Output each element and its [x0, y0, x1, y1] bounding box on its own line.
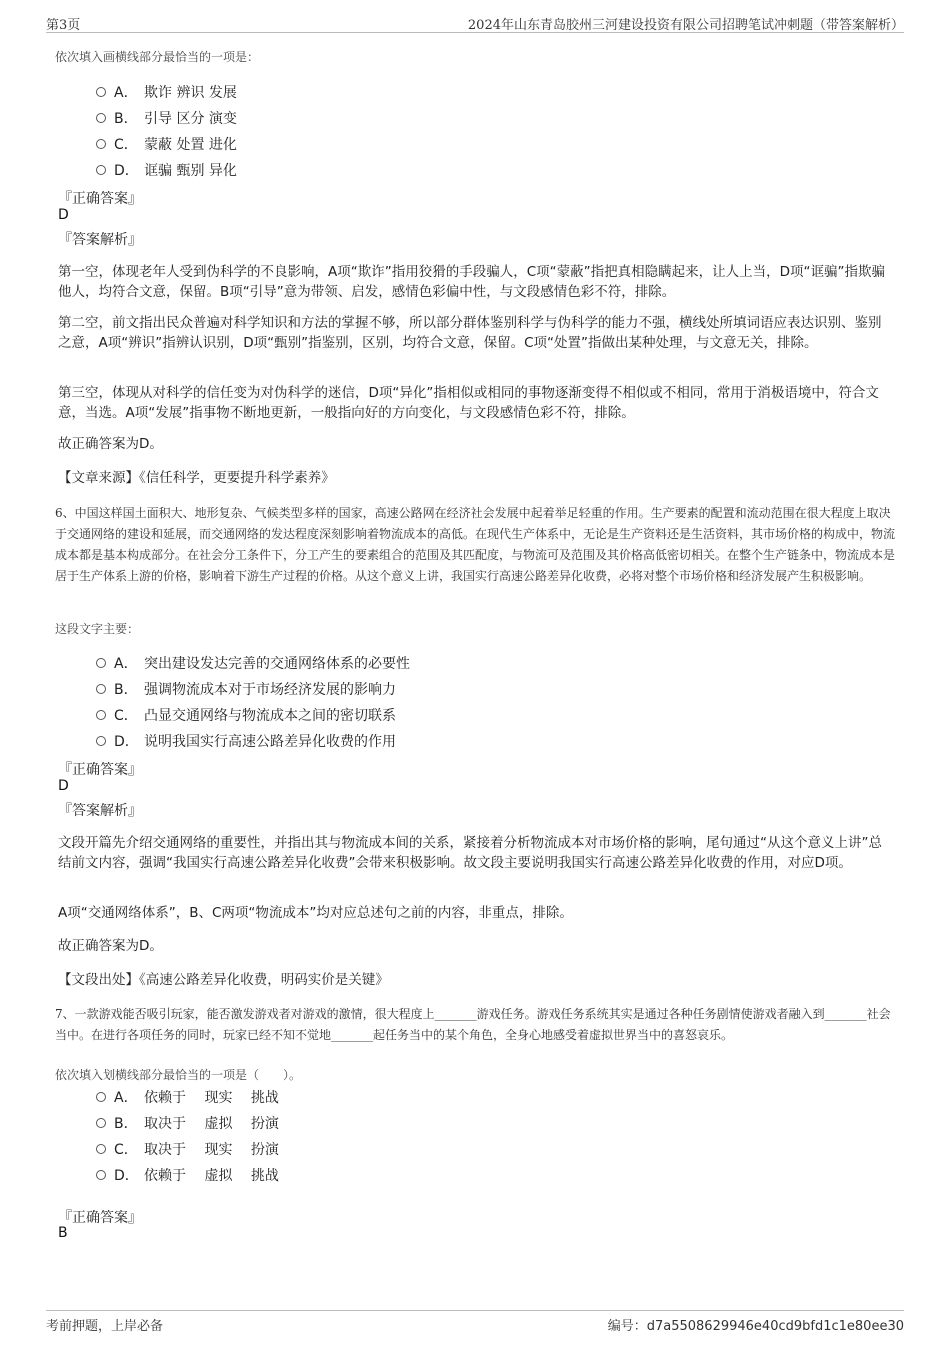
q5-option-c[interactable]: C． 蒙蔽 处置 进化 — [96, 134, 237, 154]
q7-option-b[interactable]: B． 取决于 虚拟 扮演 — [96, 1113, 279, 1133]
q5-option-d[interactable]: D． 诓骗 甄别 异化 — [96, 160, 237, 180]
page-header — [46, 12, 904, 33]
q6-answer-label: 『正确答案』 — [58, 762, 142, 778]
q6-prompt: 这段文字主要： — [55, 622, 140, 636]
q7-option-a[interactable]: A． 依赖于 现实 挑战 — [96, 1087, 279, 1107]
q5-prompt: 依次填入画横线部分最恰当的一项是： — [55, 50, 260, 64]
q6-text: 6、中国这样国土面积大、地形复杂、气候类型多样的国家，高速公路网在经济社会发展中起着举足轻重的作用。生产要素的配置和流动范围在很大程度上取决于交通网络的建设和延展，而交通网络的发达程度深刻影响着物流成本的高低。在现代生产体系中，无论是生产资料还是生活资料，其市场价格的构成中，物流成本都是基本构成部分。在社会分工条件下，分工产生的要素组合的范围及其匹配度，与物流可及范围及其价格高低密切相关。在整个生产链条中，物流成本是居于生产体系上游的价格，影响着下游生产过程的价格。从这个意义上讲，我国实行高速公路差异化收费，必将对整个市场价格和经济发展产生积极影响。 — [55, 506, 896, 583]
q7-text: 7、一款游戏能否吸引玩家，能否激发游戏者对游戏的激情，很大程度上_______游戏任务。游戏任务系统其实是通过各种任务剧情使游戏者融入到_______社会当中。在进行各项任务的同时，玩家已经不知不觉地_______起任务当中的某个角色，全身心地感受着虚拟世界当中的喜怒哀乐。 — [55, 1007, 891, 1042]
radio-icon[interactable] — [96, 684, 106, 694]
document-title: 2024年山东青岛胶州三河建设投资有限公司招聘笔试冲刺题（带答案解析） — [467, 18, 904, 33]
radio-icon[interactable] — [96, 1144, 106, 1154]
q7-answer-label: 『正确答案』 — [58, 1210, 142, 1226]
q5-answer-label: 『正确答案』 — [58, 191, 142, 207]
q6-source: 【文段出处】《高速公路差异化收费，明码实价是关键》 — [58, 972, 389, 988]
page-number: 第3页 — [46, 18, 81, 33]
radio-icon[interactable] — [96, 139, 106, 149]
radio-icon[interactable] — [96, 658, 106, 668]
q5-option-b[interactable]: B． 引导 区分 演变 — [96, 108, 237, 128]
radio-icon[interactable] — [96, 1092, 106, 1102]
q6-analysis-paragraph: 文段开篇先介绍交通网络的重要性，并指出其与物流成本间的关系，紧接着分析物流成本对市场价格的影响，尾句通过“从这个意义上讲”总结前文内容，强调“我国实行高速公路差异化收费”会带来积极影响。故文段主要说明我国实行高速公路差异化收费的作用，对应D项。 — [58, 835, 882, 871]
q5-source: 【文章来源】《信任科学，更要提升科学素养》 — [58, 470, 335, 486]
q5-analysis-paragraph: 第三空，体现从对科学的信任变为对伪科学的迷信，D项“异化”指相似或相同的事物逐渐变得不相似或不相同，常用于消极语境中，符合文意，当选。A项“发展”指事物不断地更新，一般指向好的方向变化，与文段感情色彩不符，排除。 — [58, 385, 879, 421]
q5-analysis-paragraph: 第一空，体现老年人受到伪科学的不良影响，A项“欺诈”指用狡猾的手段骗人，C项“蒙蔽”指把真相隐瞒起来，让人上当，D项“诓骗”指欺骗他人，均符合文意，保留。B项“引导”意为带领、启发，感情色彩偏中性，与文段感情色彩不符，排除。 — [58, 264, 886, 300]
q6-option-b[interactable]: B． 强调物流成本对于市场经济发展的影响力 — [96, 679, 396, 699]
q6-option-a[interactable]: A． 突出建设发达完善的交通网络体系的必要性 — [96, 653, 410, 673]
q7-prompt: 依次填入划横线部分最恰当的一项是（ ）。 — [55, 1068, 302, 1082]
radio-icon[interactable] — [96, 710, 106, 720]
q5-answer: D — [58, 207, 69, 223]
q6-analysis-label: 『答案解析』 — [58, 803, 142, 819]
q7-option-c[interactable]: C． 取决于 现实 扮演 — [96, 1139, 279, 1159]
q6-conclusion: 故正确答案为D。 — [58, 938, 163, 954]
q6-option-d[interactable]: D． 说明我国实行高速公路差异化收费的作用 — [96, 731, 396, 751]
q6-option-c[interactable]: C． 凸显交通网络与物流成本之间的密切联系 — [96, 705, 396, 725]
radio-icon[interactable] — [96, 736, 106, 746]
q6-answer: D — [58, 778, 69, 794]
radio-icon[interactable] — [96, 87, 106, 97]
radio-icon[interactable] — [96, 165, 106, 175]
radio-icon[interactable] — [96, 113, 106, 123]
q5-conclusion: 故正确答案为D。 — [58, 436, 163, 452]
document-id: 编号：d7a5508629946e40cd9bfd1c1e80ee30 — [607, 1319, 904, 1334]
footer-slogan: 考前押题，上岸必备 — [46, 1319, 164, 1334]
q6-analysis-paragraph: A项“交通网络体系”，B、C两项“物流成本”均对应总述句之前的内容，非重点，排除。 — [58, 905, 573, 921]
q5-option-a[interactable]: A． 欺诈 辨识 发展 — [96, 82, 237, 102]
q5-analysis-paragraph: 第二空，前文指出民众普遍对科学知识和方法的掌握不够，所以部分群体鉴别科学与伪科学的能力不强，横线处所填词语应表达识别、鉴别之意，A项“辨识”指辨认识别，D项“甄别”指鉴别，区别，均符合文意，保留。C项“处置”指做出某种处理，与文意无关，排除。 — [58, 315, 882, 351]
radio-icon[interactable] — [96, 1170, 106, 1180]
page-footer — [46, 1310, 904, 1335]
radio-icon[interactable] — [96, 1118, 106, 1128]
q5-analysis-label: 『答案解析』 — [58, 232, 142, 248]
q7-answer: B — [58, 1225, 68, 1241]
q7-option-d[interactable]: D． 依赖于 虚拟 挑战 — [96, 1165, 279, 1185]
